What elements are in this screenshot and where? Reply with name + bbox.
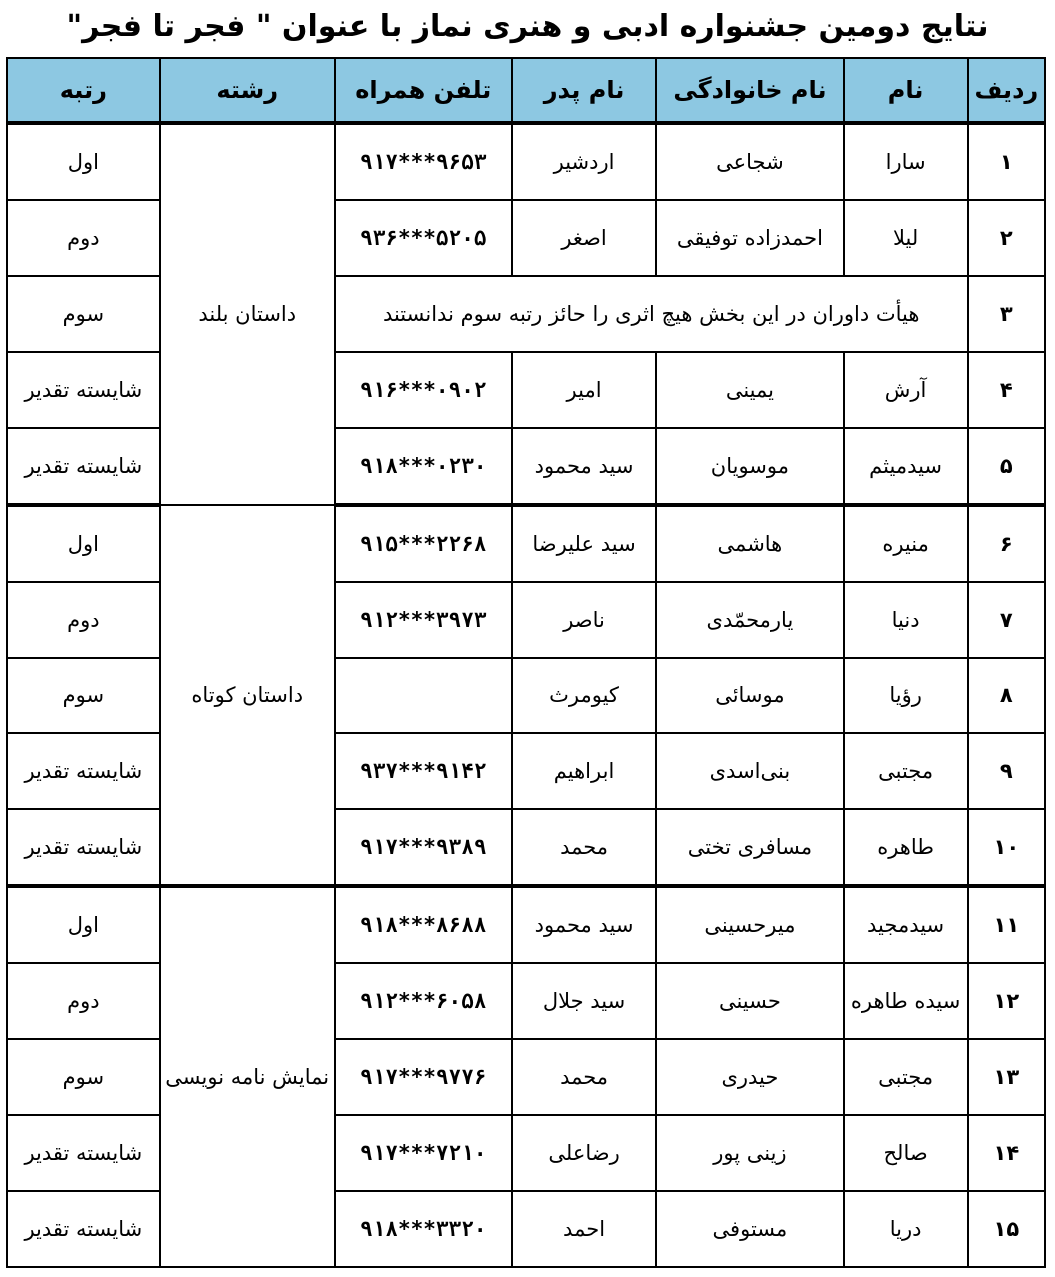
- phone-number: ۹۱۸***۳۳۲۰: [335, 1191, 512, 1267]
- phone-number: ۹۱۷***۹۷۷۶: [335, 1039, 512, 1115]
- first-name: مجتبی: [844, 1039, 968, 1115]
- last-name: موسائی: [656, 658, 843, 734]
- last-name: مستوفی: [656, 1191, 843, 1267]
- father-name: سید محمود: [512, 428, 657, 505]
- rank: اول: [7, 505, 160, 582]
- header-rank: رتبه: [7, 58, 160, 123]
- father-name: سید علیرضا: [512, 505, 657, 582]
- father-name: ناصر: [512, 582, 657, 658]
- last-name: بنی‌اسدی: [656, 733, 843, 809]
- row-number: ۷: [968, 582, 1045, 658]
- phone-number: ۹۱۵***۲۲۶۸: [335, 505, 512, 582]
- phone-number: ۹۱۶***۰۹۰۲: [335, 352, 512, 428]
- row-number: ۵: [968, 428, 1045, 505]
- row-number: ۱۵: [968, 1191, 1045, 1267]
- rank: سوم: [7, 276, 160, 352]
- rank: شایسته تقدیر: [7, 428, 160, 505]
- rank: دوم: [7, 963, 160, 1039]
- jury-note: هیأت داوران در این بخش هیچ اثری را حائز رتبه سوم ندانستند: [335, 276, 968, 352]
- rank: اول: [7, 886, 160, 963]
- phone-number: ۹۱۷***۷۲۱۰: [335, 1115, 512, 1191]
- last-name: موسویان: [656, 428, 843, 505]
- last-name: مسافری تختی: [656, 809, 843, 886]
- phone-number: ۹۱۲***۶۰۵۸: [335, 963, 512, 1039]
- first-name: آرش: [844, 352, 968, 428]
- phone-number: ۹۳۶***۵۲۰۵: [335, 200, 512, 276]
- row-number: ۱۳: [968, 1039, 1045, 1115]
- row-number: ۳: [968, 276, 1045, 352]
- last-name: یمینی: [656, 352, 843, 428]
- rank: شایسته تقدیر: [7, 1191, 160, 1267]
- rank: دوم: [7, 200, 160, 276]
- row-number: ۱: [968, 123, 1045, 200]
- last-name: یارمحمّدی: [656, 582, 843, 658]
- row-number: ۱۱: [968, 886, 1045, 963]
- header-last-name: نام خانوادگی: [656, 58, 843, 123]
- last-name: احمدزاده توفیقی: [656, 200, 843, 276]
- rank: شایسته تقدیر: [7, 809, 160, 886]
- row-number: ۶: [968, 505, 1045, 582]
- row-number: ۸: [968, 658, 1045, 734]
- table-row: [7, 505, 1045, 582]
- header-father-name: نام پدر: [512, 58, 657, 123]
- page-title: نتایج دومین جشنواره ادبی و هنری نماز با عنوان " فجر تا فجر": [66, 9, 989, 44]
- field-name: داستان بلند: [160, 123, 335, 505]
- father-name: کیومرث: [512, 658, 657, 734]
- row-number: ۴: [968, 352, 1045, 428]
- phone-number: ۹۱۷***۹۳۸۹: [335, 809, 512, 886]
- first-name: مجتبی: [844, 733, 968, 809]
- father-name: محمد: [512, 809, 657, 886]
- row-number: ۱۲: [968, 963, 1045, 1039]
- last-name: میرحسینی: [656, 886, 843, 963]
- rank: دوم: [7, 582, 160, 658]
- father-name: اصغر: [512, 200, 657, 276]
- last-name: زینی پور: [656, 1115, 843, 1191]
- father-name: محمد: [512, 1039, 657, 1115]
- first-name: صالح: [844, 1115, 968, 1191]
- last-name: شجاعی: [656, 123, 843, 200]
- rank: شایسته تقدیر: [7, 1115, 160, 1191]
- table-row: [7, 886, 1045, 963]
- header-phone: تلفن همراه: [335, 58, 512, 123]
- last-name: حیدری: [656, 1039, 843, 1115]
- father-name: سید جلال: [512, 963, 657, 1039]
- phone-number: ۹۱۸***۸۶۸۸: [335, 886, 512, 963]
- row-number: ۱۰: [968, 809, 1045, 886]
- first-name: سیدمیثم: [844, 428, 968, 505]
- phone-number: ۹۳۷***۹۱۴۲: [335, 733, 512, 809]
- field-name: نمایش نامه نویسی: [160, 886, 335, 1267]
- phone-number: ۹۱۸***۰۲۳۰: [335, 428, 512, 505]
- field-name: داستان کوتاه: [160, 505, 335, 887]
- last-name: هاشمی: [656, 505, 843, 582]
- first-name: لیلا: [844, 200, 968, 276]
- results-table: [6, 57, 1046, 1268]
- first-name: رؤیا: [844, 658, 968, 734]
- first-name: سارا: [844, 123, 968, 200]
- father-name: اردشیر: [512, 123, 657, 200]
- phone-number: [335, 658, 512, 734]
- father-name: ابراهیم: [512, 733, 657, 809]
- phone-number: ۹۱۲***۳۹۷۳: [335, 582, 512, 658]
- row-number: ۲: [968, 200, 1045, 276]
- header-row-number: ردیف: [968, 58, 1045, 123]
- first-name: سیدمجید: [844, 886, 968, 963]
- phone-number: ۹۱۷***۹۶۵۳: [335, 123, 512, 200]
- rank: شایسته تقدیر: [7, 733, 160, 809]
- father-name: رضاعلی: [512, 1115, 657, 1191]
- father-name: سید محمود: [512, 886, 657, 963]
- table-row: [7, 123, 1045, 200]
- header-row: [7, 58, 1045, 123]
- rank: سوم: [7, 1039, 160, 1115]
- last-name: حسینی: [656, 963, 843, 1039]
- first-name: طاهره: [844, 809, 968, 886]
- row-number: ۹: [968, 733, 1045, 809]
- rank: سوم: [7, 658, 160, 734]
- rank: اول: [7, 123, 160, 200]
- first-name: منیره: [844, 505, 968, 582]
- first-name: سیده طاهره: [844, 963, 968, 1039]
- father-name: احمد: [512, 1191, 657, 1267]
- first-name: دریا: [844, 1191, 968, 1267]
- rank: شایسته تقدیر: [7, 352, 160, 428]
- header-first-name: نام: [844, 58, 968, 123]
- header-field: رشته: [160, 58, 335, 123]
- first-name: دنیا: [844, 582, 968, 658]
- row-number: ۱۴: [968, 1115, 1045, 1191]
- father-name: امیر: [512, 352, 657, 428]
